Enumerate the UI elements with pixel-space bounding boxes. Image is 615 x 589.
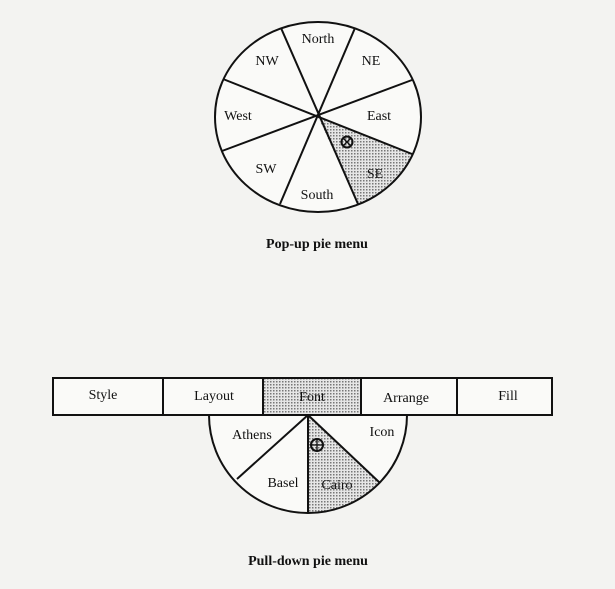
popup-caption: Pop-up pie menu xyxy=(266,237,368,253)
pie-item-basel[interactable]: Basel xyxy=(267,476,299,492)
pie-item-ne[interactable]: NE xyxy=(361,54,381,70)
menu-layout[interactable]: Layout xyxy=(194,389,234,405)
circled-plus-cursor-icon xyxy=(311,439,323,451)
menubar xyxy=(53,378,552,415)
pie-item-icon[interactable]: Icon xyxy=(369,425,395,441)
pie-item-north[interactable]: North xyxy=(301,32,335,48)
pie-item-west[interactable]: West xyxy=(224,109,252,125)
menu-fill[interactable]: Fill xyxy=(498,389,518,405)
menu-arrange[interactable]: Arrange xyxy=(383,391,429,407)
pulldown-caption: Pull-down pie menu xyxy=(248,554,368,570)
pie-item-sw[interactable]: SW xyxy=(255,162,277,178)
pie-item-south[interactable]: South xyxy=(300,188,334,204)
pie-item-athens[interactable]: Athens xyxy=(232,428,272,444)
pie-item-se[interactable]: SE xyxy=(366,167,384,183)
pulldown-pie-menu xyxy=(53,378,552,569)
pie-item-cairo[interactable]: Cairo xyxy=(321,478,353,494)
pie-item-nw[interactable]: NW xyxy=(255,54,279,70)
popup-pie-menu xyxy=(215,22,421,252)
pie-item-east[interactable]: East xyxy=(366,109,392,125)
menu-font[interactable]: Font xyxy=(299,390,325,406)
menu-style[interactable]: Style xyxy=(88,388,118,404)
